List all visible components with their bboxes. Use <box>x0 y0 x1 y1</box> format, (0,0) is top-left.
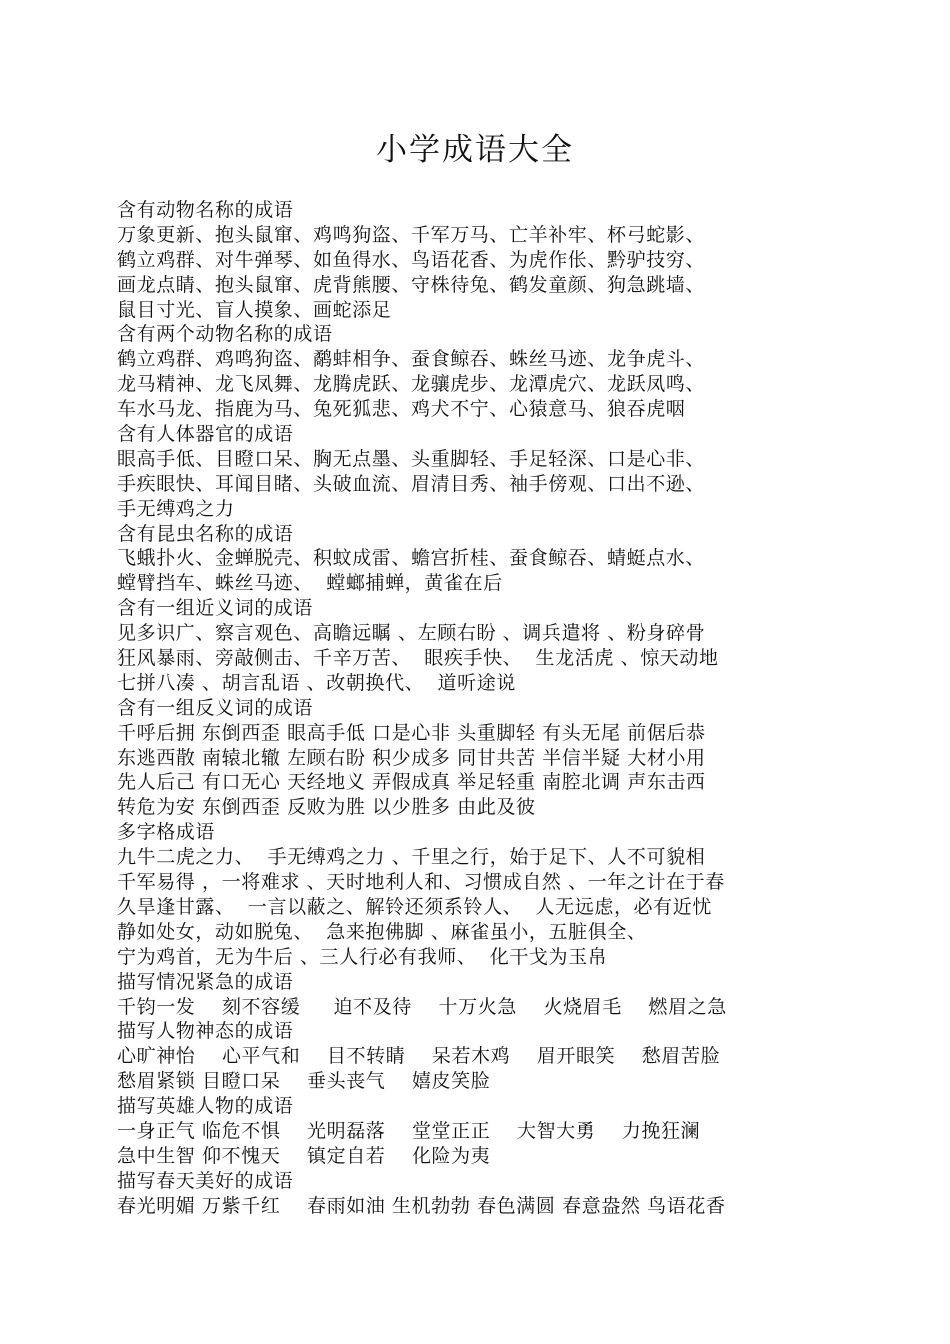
idiom-line: 七拼八凑 、胡言乱语 、改朝换代、 道听途说 <box>117 671 516 694</box>
section-heading: 含有人体器官的成语 <box>117 423 294 446</box>
idiom-line: 春光明媚 万紫千红 春雨如油 生机勃勃 春色满圆 春意盎然 鸟语花香 <box>117 1194 726 1217</box>
section-heading: 多字格成语 <box>117 821 216 844</box>
idiom-line: 一身正气 临危不惧 光明磊落 堂堂正正 大智大勇 力挽狂澜 <box>117 1119 701 1142</box>
idiom-line: 急中生智 仰不愧天 镇定自若 化险为夷 <box>117 1144 491 1167</box>
idiom-section <box>117 970 877 1020</box>
idiom-line: 千呼后拥 东倒西歪 眼高手低 口是心非 头重脚轻 有头无尾 前倨后恭 <box>117 721 706 744</box>
idiom-section <box>117 522 877 597</box>
idiom-line: 见多识广、察言观色、高瞻远瞩 、左顾右盼 、调兵遣将 、粉身碎骨 <box>117 622 706 645</box>
idiom-line: 狂风暴雨、旁敲侧击、千辛万苦、 眼疾手快、 生龙活虎 、惊天动地 <box>117 647 719 670</box>
idiom-section <box>117 820 877 969</box>
idiom-line: 久旱逢甘露、 一言以蔽之、解铃还须系铃人、 人无远虑，必有近忧 <box>117 895 712 918</box>
idiom-line: 宁为鸡首，无为牛后 、三人行必有我师、 化干戈为玉帛 <box>117 945 608 968</box>
section-heading: 含有一组反义词的成语 <box>117 696 314 719</box>
section-heading: 描写情况紧急的成语 <box>117 970 294 993</box>
idiom-line: 螳臂挡车、蛛丝马迹、 螳螂捕蝉，黄雀在后 <box>117 572 503 595</box>
idiom-line: 鹤立鸡群、鸡鸣狗盗、鹬蚌相争、蚕食鲸吞、蛛丝马迹、龙争虎斗、 <box>117 348 706 371</box>
idiom-line: 转危为安 东倒西歪 反败为胜 以少胜多 由此及彼 <box>117 796 536 819</box>
idiom-line: 千钧一发 刻不容缓 迫不及待 十万火急 火烧眉毛 燃眉之急 <box>117 995 727 1018</box>
idiom-line: 东逃西散 南辕北辙 左顾右盼 积少成多 同甘共苦 半信半疑 大材小用 <box>117 746 706 769</box>
idiom-line: 鹤立鸡群、对牛弹琴、如鱼得水、鸟语花香、为虎作伥、黔驴技穷、 <box>117 248 706 271</box>
section-heading: 描写人物神态的成语 <box>117 1020 294 1043</box>
page-title: 小学成语大全 <box>376 132 574 168</box>
idiom-line: 手无缚鸡之力 <box>117 497 235 520</box>
idiom-section <box>117 1094 877 1169</box>
idiom-section <box>117 596 877 696</box>
idiom-line: 画龙点睛、抱头鼠窜、虎背熊腰、守株待兔、鹤发童颜、狗急跳墙、 <box>117 273 706 296</box>
idiom-line: 鼠目寸光、盲人摸象、画蛇添足 <box>117 298 392 321</box>
idiom-section <box>117 696 877 820</box>
section-heading: 描写英雄人物的成语 <box>117 1095 294 1118</box>
section-heading: 含有两个动物名称的成语 <box>117 323 333 346</box>
idiom-line: 眼高手低、目瞪口呆、胸无点墨、头重脚轻、手足轻深、口是心非、 <box>117 447 706 470</box>
idiom-line: 先人后己 有口无心 天经地义 弄假成真 举足轻重 南腔北调 声东击西 <box>117 771 706 794</box>
idiom-section <box>117 198 877 322</box>
section-heading: 含有一组近义词的成语 <box>117 597 314 620</box>
idiom-line: 千军易得 ，一将难求 、天时地利人和、习惯成自然 、一年之计在于春 <box>117 871 725 894</box>
idiom-line: 心旷神怡 心平气和 目不转睛 呆若木鸡 眉开眼笑 愁眉苦脸 <box>117 1045 721 1068</box>
idiom-line: 龙马精神、龙飞凤舞、龙腾虎跃、龙骧虎步、龙潭虎穴、龙跃凤鸣、 <box>117 373 706 396</box>
idiom-line: 手疾眼快、耳闻目睹、头破血流、眉清目秀、袖手傍观、口出不逊、 <box>117 472 706 495</box>
idiom-line: 万象更新、抱头鼠窜、鸡鸣狗盗、千军万马、亡羊补牢、杯弓蛇影、 <box>117 223 706 246</box>
idiom-line: 静如处女，动如脱兔、 急来抱佛脚 、麻雀虽小，五脏俱全、 <box>117 920 647 943</box>
idiom-section <box>117 1019 877 1094</box>
idiom-list <box>117 198 877 1219</box>
idiom-line: 九牛二虎之力、 手无缚鸡之力 、千里之行，始于足下、人不可貌相 <box>117 846 706 869</box>
idiom-section <box>117 1169 877 1219</box>
section-heading: 描写春天美好的成语 <box>117 1169 294 1192</box>
idiom-line: 愁眉紧锁 目瞪口呆 垂头丧气 嬉皮笑脸 <box>117 1070 491 1093</box>
section-heading: 含有动物名称的成语 <box>117 199 294 221</box>
idiom-line: 飞蛾扑火、金蝉脱壳、积蚊成雷、蟾宫折桂、蚕食鲸吞、蜻蜓点水、 <box>117 547 706 570</box>
idiom-section <box>117 422 877 522</box>
section-heading: 含有昆虫名称的成语 <box>117 522 294 545</box>
idiom-section <box>117 322 877 422</box>
idiom-line: 车水马龙、指鹿为马、兔死狐悲、鸡犬不宁、心猿意马、狼吞虎咽 <box>117 398 686 421</box>
